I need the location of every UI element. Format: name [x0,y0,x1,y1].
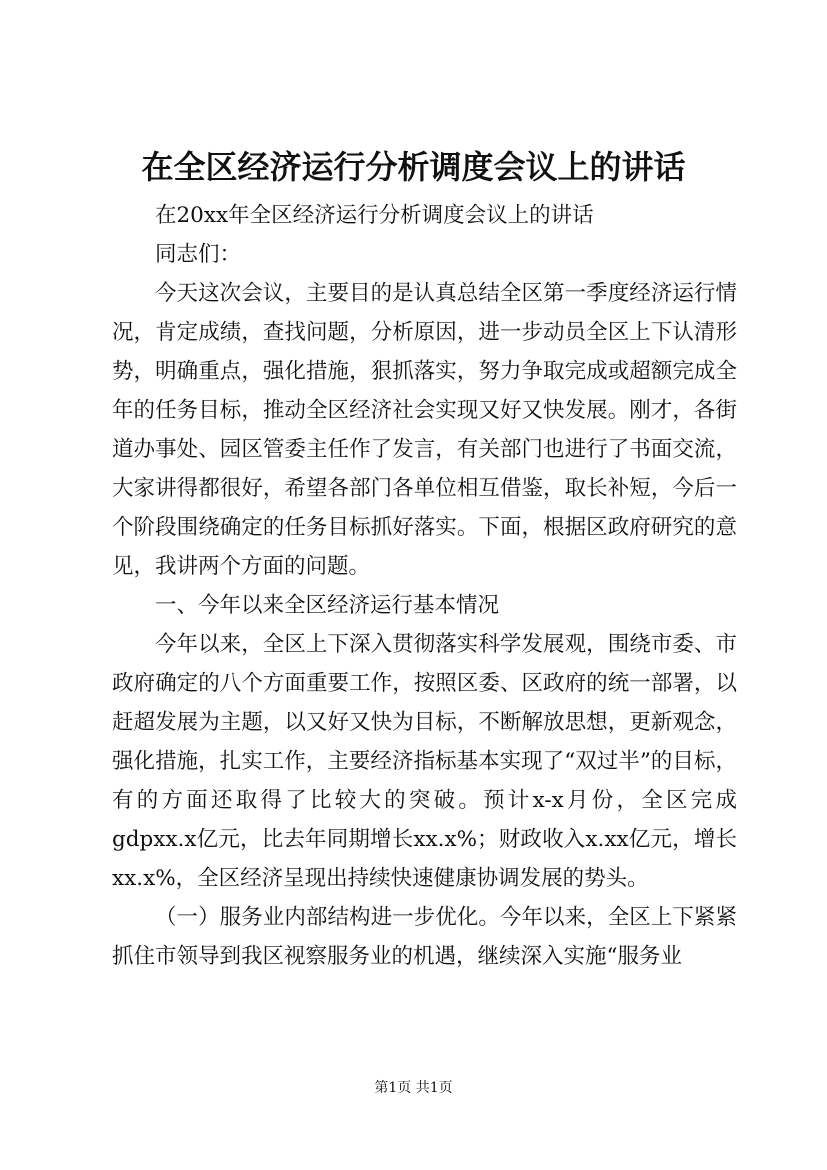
document-body [112,196,737,976]
section-heading: 一、今年以来全区经济运行基本情况 [155,593,500,618]
body-paragraph: 今年以来，全区上下深入贯彻落实科学发展观，围绕市委、市政府确定的八个方面重要工作，按照区委、区政府的统一部署，以赶超发展为主题，以又好又快为目标，不断解放思想，更新观念，强化措施，扎实工作，主要经济指标基本实现了“双过半”的目标，有的方面还取得了比较大的突破。预计x-x月份，全区完成gdpxx.x亿元，比去年同期增长xx.x%；财政收入x.xx亿元，增长xx.x%，全区经济呈现出持续快速健康协调发展的势头。 [112,632,737,891]
salutation-paragraph: 同志们： [155,242,242,267]
page-number-footer: 第1页 共1页 [374,1080,453,1096]
subtitle-paragraph: 在20xx年全区经济运行分析调度会议上的讲话 [155,203,594,228]
document-title: 在全区经济运行分析调度会议上的讲话 [141,148,686,186]
body-paragraph: 今天这次会议，主要目的是认真总结全区第一季度经济运行情况，肯定成绩，查找问题，分析原因，进一步动员全区上下认清形势，明确重点，强化措施，狠抓落实，努力争取完成或超额完成全年的任务目标，推动全区经济社会实现又好又快发展。刚才，各街道办事处、园区管委主任作了发言，有关部门也进行了书面交流，大家讲得都很好，希望各部门各单位相互借鉴，取长补短，今后一个阶段围绕确定的任务目标抓好落实。下面，根据区政府研究的意见，我讲两个方面的问题。 [112,281,737,579]
body-paragraph: （一）服务业内部结构进一步优化。今年以来，全区上下紧紧抓住市领导到我区视察服务业的机遇，继续深入实施“服务业 [112,905,737,969]
